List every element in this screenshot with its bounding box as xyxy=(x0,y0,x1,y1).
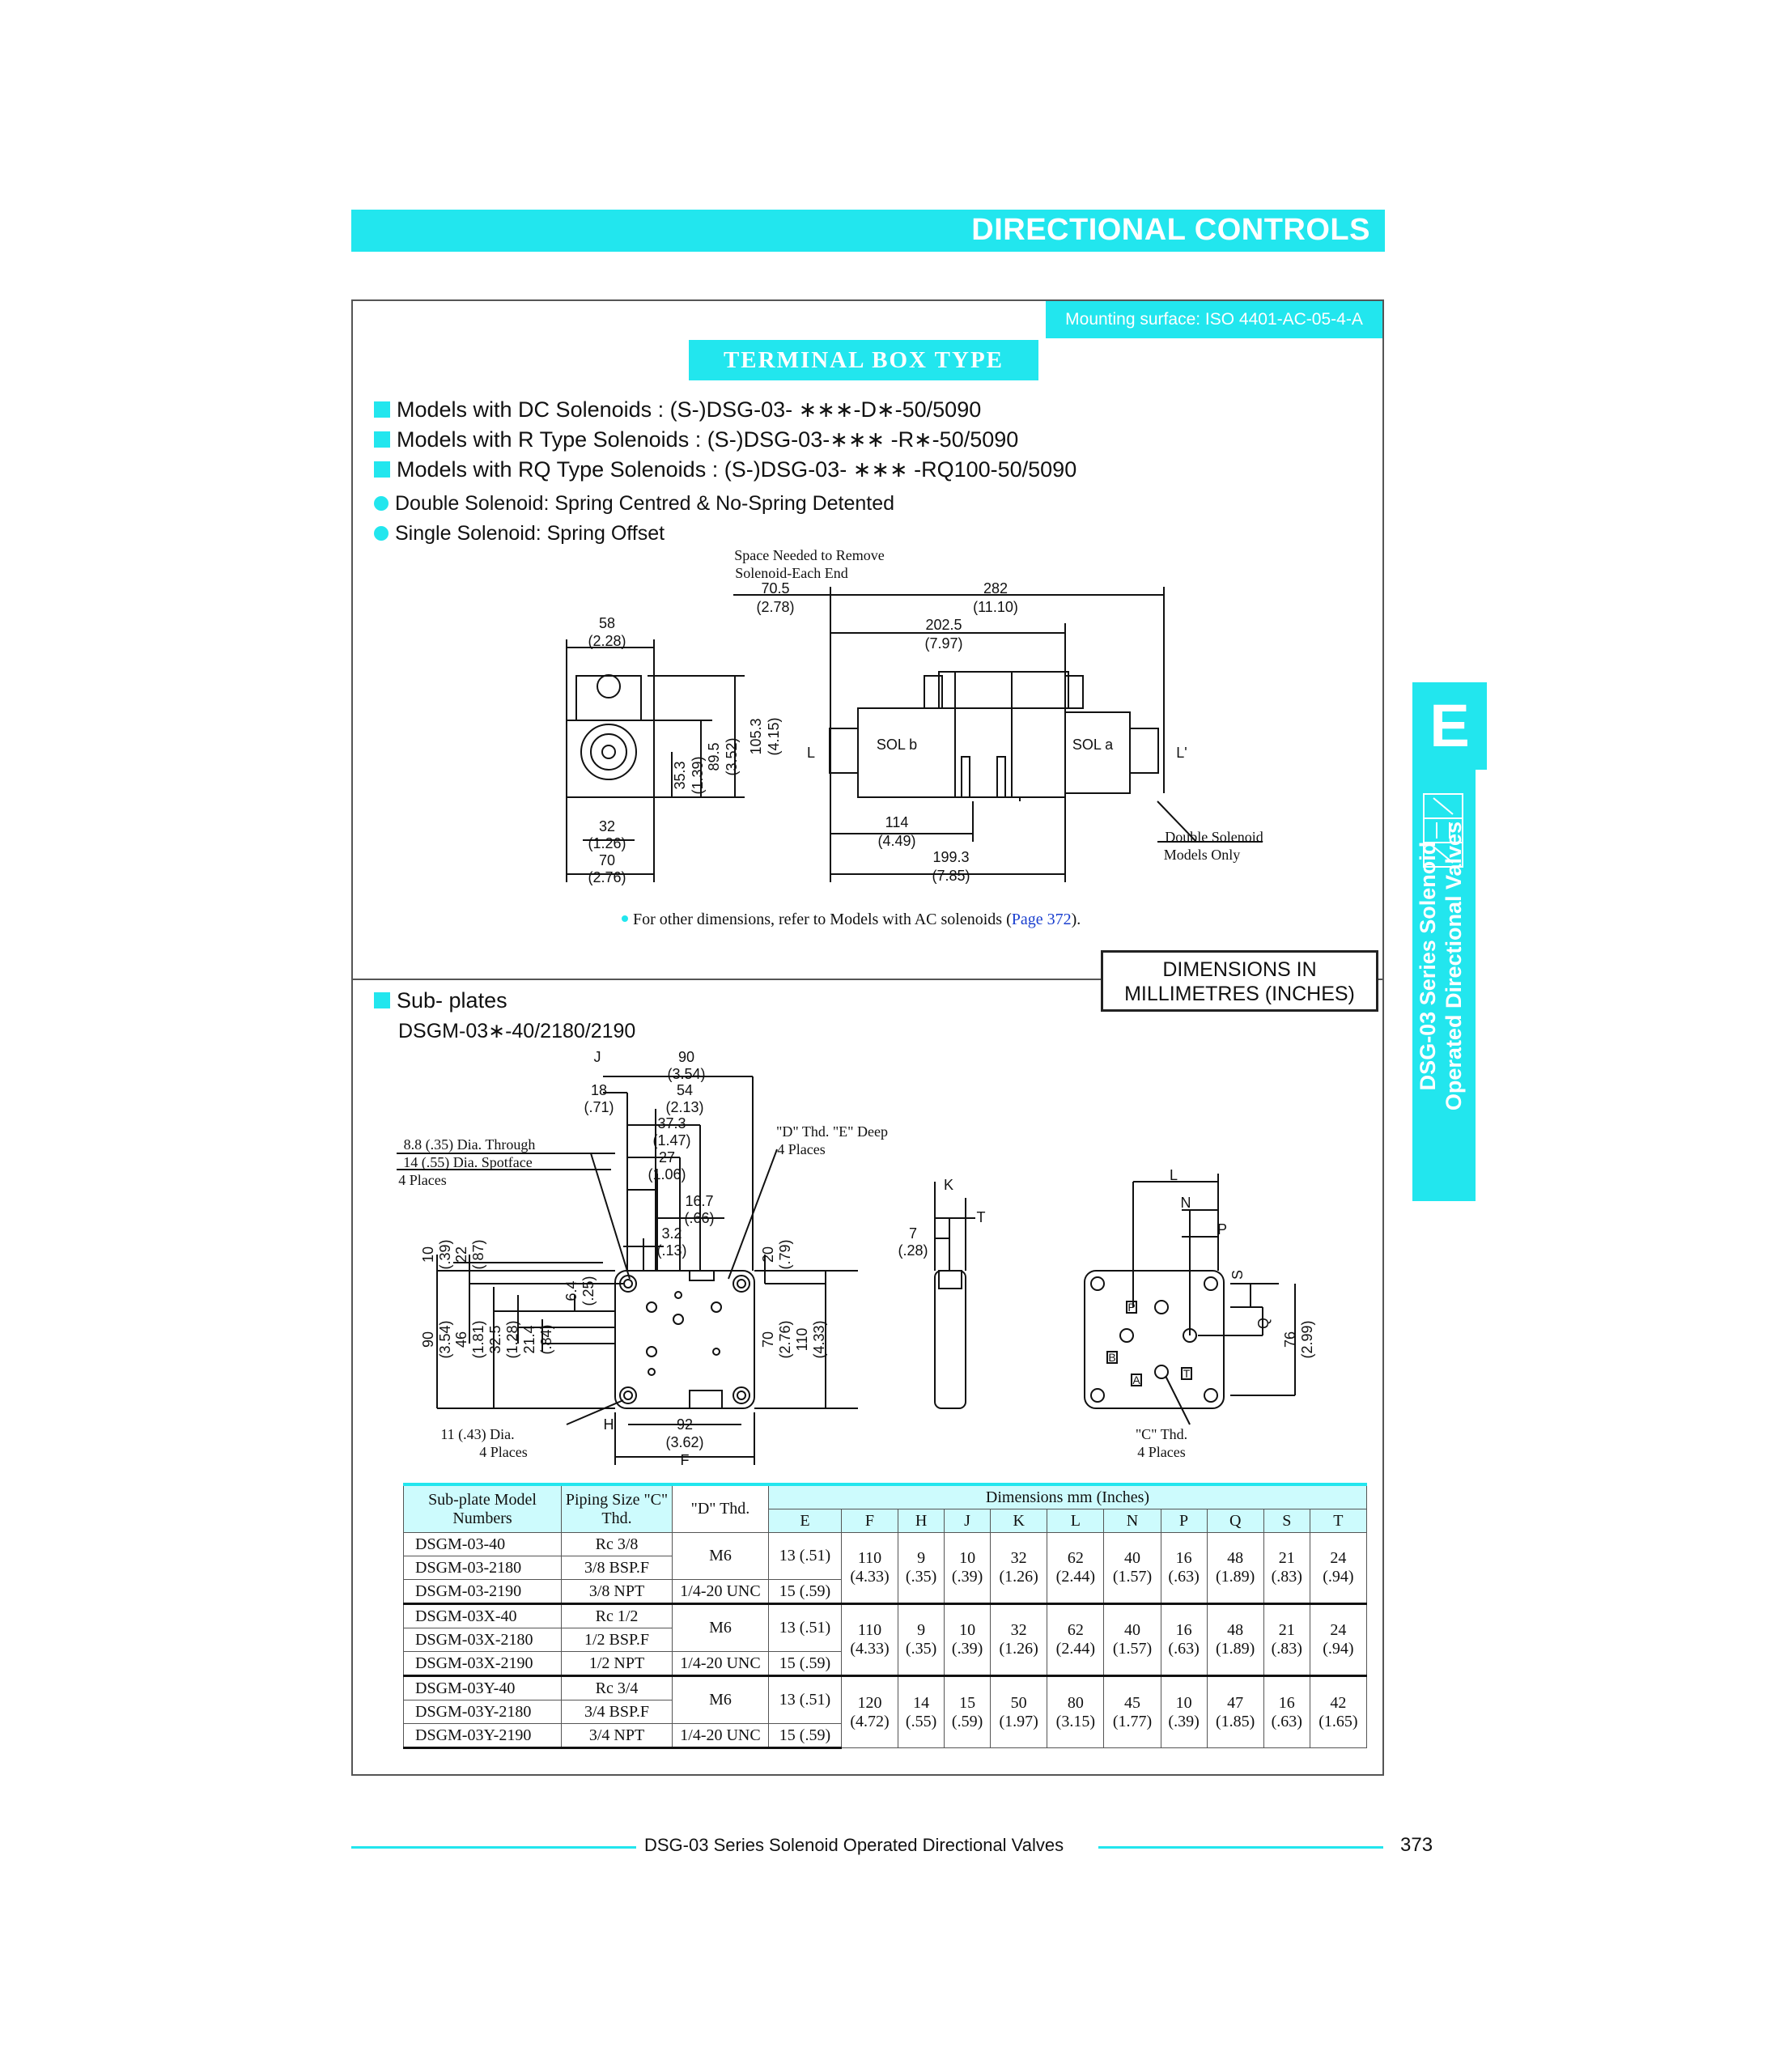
dim-q-label: Q xyxy=(1255,1317,1272,1330)
d-thread-cell: M6 xyxy=(673,1533,769,1580)
dim-199-3: 199.3 xyxy=(932,849,970,865)
dim-7: 7 xyxy=(908,1225,918,1242)
dimension-cell: 40 (1.57) xyxy=(1104,1604,1161,1676)
dimension-cell: 16 (.63) xyxy=(1263,1676,1310,1748)
subplates-model: DSGM-03∗-40/2180/2190 xyxy=(398,1020,636,1042)
col-p: P xyxy=(1161,1509,1207,1533)
dim-114: 114 xyxy=(885,814,909,830)
port-t-marker: T xyxy=(1183,1367,1191,1380)
dim-1-81: (1.81) xyxy=(470,1320,486,1359)
dimension-cell: 9 (.35) xyxy=(898,1604,945,1676)
section-title: TERMINAL BOX TYPE xyxy=(689,340,1038,380)
model-number-cell: DSGM-03-40 xyxy=(404,1533,562,1556)
dimension-cell: 9 (.35) xyxy=(898,1533,945,1604)
dimension-cell: 47 (1.85) xyxy=(1207,1676,1263,1748)
table-row xyxy=(404,1604,1367,1628)
dim-58: 58 xyxy=(598,615,616,631)
dim-4-49: (4.49) xyxy=(877,833,916,849)
dim-27: 27 xyxy=(658,1149,676,1166)
dim-18: 18 xyxy=(590,1082,608,1098)
piping-size-cell: Rc 1/2 xyxy=(562,1604,673,1628)
col-header-dimensions: Dimensions mm (Inches) xyxy=(769,1484,1367,1509)
dim-16-7: 16.7 xyxy=(685,1193,714,1209)
d-thread-cell: 1/4-20 UNC xyxy=(673,1580,769,1604)
dim-3-54-vert: (3.54) xyxy=(437,1320,453,1359)
dim-202-5: 202.5 xyxy=(925,617,962,633)
dimension-cell: 80 (3.15) xyxy=(1047,1676,1104,1748)
dim-1-26: (1.26) xyxy=(588,835,626,851)
model-number-cell: DSGM-03X-40 xyxy=(404,1604,562,1628)
side-tab-title: DSG-03 Series Solenoid Operated Directional Valves xyxy=(1416,821,1466,1111)
dim-0-71: (.71) xyxy=(584,1099,614,1115)
dim-37-3: 37.3 xyxy=(657,1115,686,1132)
dimension-cell: 40 (1.57) xyxy=(1104,1533,1161,1604)
piping-size-cell: 3/4 NPT xyxy=(562,1724,673,1748)
dim-j-label: J xyxy=(593,1049,601,1065)
dimension-cell: 16 (.63) xyxy=(1161,1604,1207,1676)
dim-0-84: (.84) xyxy=(538,1324,554,1355)
dia-11-note2: 4 Places xyxy=(479,1444,528,1460)
dim-3-2: 3.2 xyxy=(661,1225,682,1242)
e-depth-cell: 13 (.51) xyxy=(769,1676,842,1724)
col-f: F xyxy=(841,1509,898,1533)
dim-90-vert: 90 xyxy=(420,1331,436,1348)
table-row xyxy=(404,1676,1367,1700)
dim-32: 32 xyxy=(598,818,616,834)
dim-l-label: L xyxy=(1169,1167,1178,1183)
port-l-prime-label: L' xyxy=(1176,745,1187,761)
dimension-cell: 110 (4.33) xyxy=(841,1604,898,1676)
piping-size-cell: 1/2 NPT xyxy=(562,1652,673,1676)
col-n: N xyxy=(1104,1509,1161,1533)
piping-size-cell: Rc 3/8 xyxy=(562,1533,673,1556)
col-k: K xyxy=(991,1509,1047,1533)
dim-h-label: H xyxy=(603,1416,614,1433)
model-number-cell: DSGM-03Y-40 xyxy=(404,1676,562,1700)
col-j: J xyxy=(945,1509,991,1533)
dimension-cell: 62 (2.44) xyxy=(1047,1604,1104,1676)
space-note-line1: Space Needed to Remove xyxy=(734,547,885,563)
footer-line-left xyxy=(351,1846,636,1849)
col-h: H xyxy=(898,1509,945,1533)
dimension-cell: 10 (.39) xyxy=(1161,1676,1207,1748)
dim-2-78: (2.78) xyxy=(756,599,795,615)
dim-110: 110 xyxy=(794,1327,810,1352)
subplate-bottom-view xyxy=(1085,1271,1224,1408)
e-depth-cell: 15 (.59) xyxy=(769,1724,842,1748)
double-solenoid-note2: Models Only xyxy=(1163,847,1241,863)
dim-22: 22 xyxy=(453,1246,469,1263)
dim-0-39: (.39) xyxy=(437,1239,453,1270)
dimension-cell: 24 (.94) xyxy=(1310,1533,1366,1604)
valve-dimension-drawing xyxy=(0,0,1775,955)
model-line-rq: Models with RQ Type Solenoids : (S-)DSG-03- ∗∗∗ -RQ100-50/5090 xyxy=(374,455,1076,484)
d-thread-cell: M6 xyxy=(673,1676,769,1724)
dimension-cell: 48 (1.89) xyxy=(1207,1604,1263,1676)
dim-89-5: 89.5 xyxy=(706,742,722,771)
dim-2-76: (2.76) xyxy=(588,869,626,885)
space-note-line2: Solenoid-Each End xyxy=(735,565,848,581)
model-number-cell: DSGM-03X-2190 xyxy=(404,1652,562,1676)
dim-70-vert: 70 xyxy=(760,1331,776,1348)
piping-size-cell: 3/8 BSP.F xyxy=(562,1556,673,1580)
double-solenoid-note1: Double Solenoid xyxy=(1165,829,1263,845)
dim-k-label: K xyxy=(943,1177,954,1193)
e-depth-cell: 13 (.51) xyxy=(769,1533,842,1580)
dim-0-25: (.25) xyxy=(580,1276,597,1306)
dimension-cell: 15 (.59) xyxy=(945,1676,991,1748)
dimension-cell: 110 (4.33) xyxy=(841,1533,898,1604)
dimension-cell: 48 (1.89) xyxy=(1207,1533,1263,1604)
dimension-cell: 32 (1.26) xyxy=(991,1533,1047,1604)
model-line-dc: Models with DC Solenoids : (S-)DSG-03- ∗∗∗-D∗-50/5090 xyxy=(374,395,981,424)
model-number-cell: DSGM-03X-2180 xyxy=(404,1628,562,1652)
dim-35-3: 35.3 xyxy=(672,761,688,790)
col-header-model: Sub-plate Model Numbers xyxy=(404,1484,562,1533)
dim-1-47: (1.47) xyxy=(652,1132,691,1149)
page-category-title: DIRECTIONAL CONTROLS xyxy=(971,213,1370,247)
table-body xyxy=(404,1533,1367,1748)
dimension-cell: 42 (1.65) xyxy=(1310,1676,1366,1748)
col-q: Q xyxy=(1207,1509,1263,1533)
piping-size-cell: 3/8 NPT xyxy=(562,1580,673,1604)
note-bullet-icon xyxy=(622,915,628,922)
dim-7-97: (7.97) xyxy=(924,635,963,652)
port-l-label: L xyxy=(806,745,816,761)
dim-46: 46 xyxy=(453,1331,469,1348)
col-header-d: "D" Thd. xyxy=(673,1484,769,1533)
col-e: E xyxy=(769,1509,842,1533)
e-depth-cell: 13 (.51) xyxy=(769,1604,842,1652)
dim-7-85: (7.85) xyxy=(932,868,970,884)
through-hole-note2: 14 (.55) Dia. Spotface xyxy=(403,1154,533,1170)
dimension-cell: 14 (.55) xyxy=(898,1676,945,1748)
col-t: T xyxy=(1310,1509,1366,1533)
footer-line-right xyxy=(1098,1846,1383,1849)
model-number-cell: DSGM-03Y-2190 xyxy=(404,1724,562,1748)
dim-1-06: (1.06) xyxy=(648,1166,686,1182)
through-hole-note3: 4 Places xyxy=(398,1172,447,1188)
dim-s-label: S xyxy=(1229,1269,1246,1280)
port-b-marker: B xyxy=(1108,1351,1116,1364)
dim-21-4: 21.4 xyxy=(521,1325,537,1354)
dim-3-54: (3.54) xyxy=(667,1066,706,1082)
dimension-cell: 45 (1.77) xyxy=(1104,1676,1161,1748)
dimension-cell: 21 (.83) xyxy=(1263,1533,1310,1604)
dim-54: 54 xyxy=(676,1082,694,1098)
col-header-pipe: Piping Size "C" Thd. xyxy=(562,1484,673,1533)
e-depth-cell: 15 (.59) xyxy=(769,1580,842,1604)
page-number: 373 xyxy=(1400,1834,1433,1856)
dimension-cell: 50 (1.97) xyxy=(991,1676,1047,1748)
dim-11-10: (11.10) xyxy=(973,599,1018,615)
dim-p-label: P xyxy=(1217,1221,1228,1238)
c-thread-note1: "C" Thd. xyxy=(1135,1426,1188,1442)
dim-70-5: 70.5 xyxy=(761,580,790,597)
dim-n-label: N xyxy=(1180,1195,1191,1211)
subplate-body xyxy=(615,1271,754,1408)
subplate-side-view xyxy=(935,1271,966,1408)
dia-11-note1: 11 (.43) Dia. xyxy=(440,1426,515,1442)
piping-size-cell: 3/4 BSP.F xyxy=(562,1700,673,1724)
model-number-cell: DSGM-03-2190 xyxy=(404,1580,562,1604)
port-p-marker: P xyxy=(1127,1301,1136,1314)
dim-6-4: 6.4 xyxy=(563,1280,580,1301)
square-bullet-icon xyxy=(374,992,390,1008)
dim-105-3: 105.3 xyxy=(748,718,764,755)
solenoid-type-single: Single Solenoid: Spring Offset xyxy=(374,519,665,548)
dim-4-15: (4.15) xyxy=(766,717,782,756)
d-thread-note2: 4 Places xyxy=(777,1141,826,1157)
subplate-dimension-drawing xyxy=(0,1044,1775,1481)
dim-1-39: (1.39) xyxy=(690,756,706,795)
dimensions-units-box: DIMENSIONS IN MILLIMETRES (INCHES) xyxy=(1101,950,1378,1012)
dimension-cell: 10 (.39) xyxy=(945,1533,991,1604)
model-number-cell: DSGM-03Y-2180 xyxy=(404,1700,562,1724)
dim-0-66: (.66) xyxy=(684,1210,715,1226)
dimension-cell: 16 (.63) xyxy=(1161,1533,1207,1604)
dim-0-79: (.79) xyxy=(777,1239,793,1270)
dim-2-28: (2.28) xyxy=(588,633,626,649)
d-thread-cell: 1/4-20 UNC xyxy=(673,1652,769,1676)
model-number-cell: DSGM-03-2180 xyxy=(404,1556,562,1580)
d-thread-note1: "D" Thd. "E" Deep xyxy=(775,1123,889,1140)
dim-f-label: F xyxy=(680,1452,690,1468)
mounting-surface-label: Mounting surface: ISO 4401-AC-05-4-A xyxy=(1046,301,1382,338)
e-depth-cell: 15 (.59) xyxy=(769,1652,842,1676)
subplate-dimension-table xyxy=(403,1483,1367,1749)
d-thread-cell: M6 xyxy=(673,1604,769,1652)
dim-3-62: (3.62) xyxy=(665,1434,704,1450)
dim-1-28: (1.28) xyxy=(504,1320,520,1359)
port-a-marker: A xyxy=(1132,1374,1140,1386)
dim-76: 76 xyxy=(1282,1331,1298,1348)
dim-0-87: (.87) xyxy=(470,1239,486,1270)
dim-20: 20 xyxy=(760,1246,776,1263)
dimension-cell: 24 (.94) xyxy=(1310,1604,1366,1676)
piping-size-cell: Rc 3/4 xyxy=(562,1676,673,1700)
dimension-cell: 32 (1.26) xyxy=(991,1604,1047,1676)
dim-3-52: (3.52) xyxy=(724,737,740,776)
through-hole-note1: 8.8 (.35) Dia. Through xyxy=(403,1136,536,1153)
sol-a-label: SOL a xyxy=(1072,737,1114,753)
dim-2-76-vert: (2.76) xyxy=(777,1320,793,1359)
col-s: S xyxy=(1263,1509,1310,1533)
dim-t-label: T xyxy=(976,1209,986,1225)
dim-70: 70 xyxy=(598,852,616,868)
table-row xyxy=(404,1533,1367,1556)
dim-10: 10 xyxy=(420,1246,436,1263)
model-line-r: Models with R Type Solenoids : (S-)DSG-03-∗∗∗ -R∗-50/5090 xyxy=(374,425,1018,454)
dim-32-5: 32.5 xyxy=(487,1325,503,1354)
dimension-cell: 10 (.39) xyxy=(945,1604,991,1676)
dim-4-33: (4.33) xyxy=(811,1320,827,1359)
section-tab-letter: E xyxy=(1412,682,1487,770)
dim-2-99: (2.99) xyxy=(1299,1320,1315,1359)
dim-92: 92 xyxy=(676,1416,694,1433)
dim-2-13: (2.13) xyxy=(665,1099,704,1115)
subplates-title: Sub- plates xyxy=(374,986,507,1015)
piping-size-cell: 1/2 BSP.F xyxy=(562,1628,673,1652)
dim-282: 282 xyxy=(983,580,1009,597)
dim-0-28: (.28) xyxy=(898,1242,928,1259)
page-372-link[interactable]: Page 372 xyxy=(1011,911,1072,928)
dim-90: 90 xyxy=(677,1049,695,1065)
col-l: L xyxy=(1047,1509,1104,1533)
sol-b-label: SOL b xyxy=(876,737,918,753)
other-dimensions-note: For other dimensions, refer to Models with AC solenoids (Page 372). xyxy=(622,911,1081,929)
solenoid-type-double: Double Solenoid: Spring Centred & No-Spring Detented xyxy=(374,489,894,518)
c-thread-note2: 4 Places xyxy=(1137,1444,1186,1460)
dimension-cell: 21 (.83) xyxy=(1263,1604,1310,1676)
d-thread-cell: 1/4-20 UNC xyxy=(673,1724,769,1748)
dimension-cell: 120 (4.72) xyxy=(841,1676,898,1748)
dimension-cell: 62 (2.44) xyxy=(1047,1533,1104,1604)
footer-title: DSG-03 Series Solenoid Operated Directional Valves xyxy=(644,1835,1064,1855)
dim-0-13: (.13) xyxy=(656,1242,687,1259)
